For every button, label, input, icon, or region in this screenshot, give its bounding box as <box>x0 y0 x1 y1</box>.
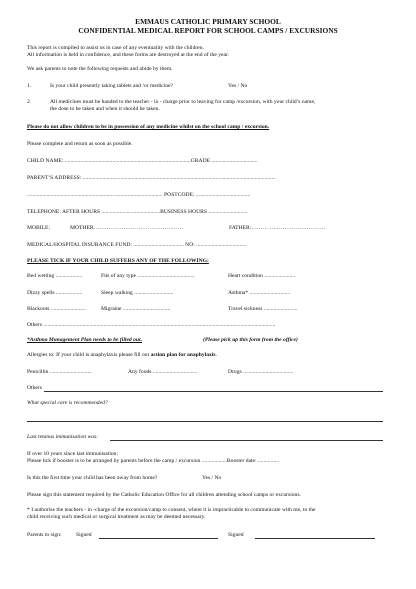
intro-line-2: All information is held in confidence, and these forms are destroyed at the end of the year. <box>27 52 229 58</box>
request-1-answer[interactable]: Yes / No <box>228 83 248 89</box>
allergies-note <box>27 352 217 359</box>
condition-blackouts[interactable]: Blackouts ......................... <box>27 306 86 312</box>
insurance-field[interactable]: MEDICAL/HOSPITAL INSURANCE FUND: .................................... NO: .................................... <box>27 242 247 248</box>
child-name-field[interactable]: CHILD NAME: ..........................................................................................GRADE ................................. <box>27 158 258 164</box>
condition-migraine[interactable]: Migraine .................................. <box>101 306 171 312</box>
telephone-field[interactable]: TELEPHONE: AFTER HOURS ..........................................BUSINESS HOURS ............................ <box>27 209 248 215</box>
intro-line-1: This report is compiled to assist us in case of any eventuality with the children. <box>27 45 204 51</box>
tick-heading: PLEASE TICK IF YOUR CHILD SUFFERS ANY OF THE FOLLOWING: <box>27 258 209 264</box>
asthma-plan-note <box>27 337 142 344</box>
signed-label-2: Signed <box>228 532 244 538</box>
mother-mobile-field[interactable]: MOTHER………………………………………… <box>70 225 184 231</box>
signature-line-2[interactable] <box>255 538 375 539</box>
condition-dizzy-spells[interactable]: Dizzy spells ................... <box>27 290 83 296</box>
special-care-label: What special care is recommended? <box>27 400 108 406</box>
sign-statement: Please sign this statement required by the Catholic Education Office for all children attending school camps or excursions. <box>27 492 301 498</box>
first-time-answer[interactable]: Yes / No <box>202 475 222 481</box>
request-2-text-cont: the dose to be taken and when it should be taken. <box>50 106 160 112</box>
condition-sleep-walking[interactable]: Sleep walking ............................ <box>101 290 174 296</box>
request-1-text: Is your child presently taking tablets and /or medicine? <box>50 83 174 89</box>
school-name: EMMAUS CATHOLIC PRIMARY SCHOOL <box>135 17 281 26</box>
allergy-others-line[interactable] <box>44 391 383 392</box>
asthma-pickup-note: (Please pick up this form from the office) <box>203 337 298 343</box>
intro-ask: We ask parents to note the following requests and abide by them. <box>27 66 173 72</box>
tetanus-label: Last tetanus immunisation was: <box>27 434 99 440</box>
parent-address-field[interactable]: PARENT’S ADDRESS: .......................................................................................................................................... <box>27 175 276 181</box>
allergy-others-label: Others <box>27 385 42 391</box>
signature-line-1[interactable] <box>99 538 218 539</box>
condition-others[interactable]: Others ...................................................................................................................................................................... <box>27 322 276 328</box>
authorise-line-2: child receiving such medical or surgical treatment as may be deemed necessary. <box>27 514 206 520</box>
complete-note: Please complete and return as soon as possible. <box>27 141 133 147</box>
booster-line-1: If over 10 years since last immunisation: <box>27 451 119 457</box>
father-mobile-field[interactable]: FATHER:……… ………………………… <box>229 225 326 231</box>
booster-line-2[interactable]: Please tick if booster is to be arranged by parents before the camp / excursion ..................Booster date: ............... <box>27 458 279 464</box>
signed-label-1: Signed <box>76 532 92 538</box>
allergy-drugs[interactable]: Drugs .................................... <box>228 369 294 375</box>
medicine-warning: Please do not allow children to be in possession of any medicine whilst on the school camp / excursion. <box>27 124 270 130</box>
request-1-number: 1. <box>27 83 32 89</box>
asthma-plan-text: *Asthma Management Plan needs to be filled out. <box>27 337 142 343</box>
condition-asthma[interactable]: Asthma* ............................. <box>228 290 291 296</box>
request-2-number: 2. <box>27 99 32 105</box>
address-postcode-field[interactable]: ................................................................................................. POSTCODE: ....................................... <box>27 192 251 198</box>
condition-fits[interactable]: Fits of any type ......................................... <box>101 273 195 279</box>
mobile-label: MOBILE: <box>27 225 50 231</box>
condition-bed-wetting[interactable]: Bed wetting ................... <box>27 273 83 279</box>
request-2-text: All medicines must be handed to the teacher - in - charge prior to leaving for camp /excursion, with your child’s name, <box>50 99 316 105</box>
authorise-line-1: * I authorise the teachers - in -charge of the excursion/camp to consent, where it is impracticable to communicate with me, to the <box>27 507 316 513</box>
form-title: CONFIDENTIAL MEDICAL REPORT FOR SCHOOL CAMPS / EXCURSIONS <box>78 26 338 35</box>
special-care-line[interactable] <box>27 421 383 422</box>
anaphylaxis-plan-text: action plan for anaphylaxis <box>150 352 216 358</box>
condition-heart[interactable]: Heart condition ...................... <box>228 273 296 279</box>
tetanus-line[interactable] <box>110 440 383 441</box>
parents-sign-label: Parents to sign: <box>27 532 62 538</box>
allergy-penicillin[interactable]: Penicillin .............................. <box>27 369 92 375</box>
first-time-question: Is this the first time your child has been away from home? <box>27 475 158 481</box>
allergy-foods[interactable]: Any foods ................................ <box>128 369 198 375</box>
allergies-text: Allergies to: If your child is anaphylaxis please fill out <box>27 352 151 358</box>
allergies-end: . <box>215 352 217 358</box>
condition-travel-sickness[interactable]: Travel sickness ........................ <box>228 306 298 312</box>
